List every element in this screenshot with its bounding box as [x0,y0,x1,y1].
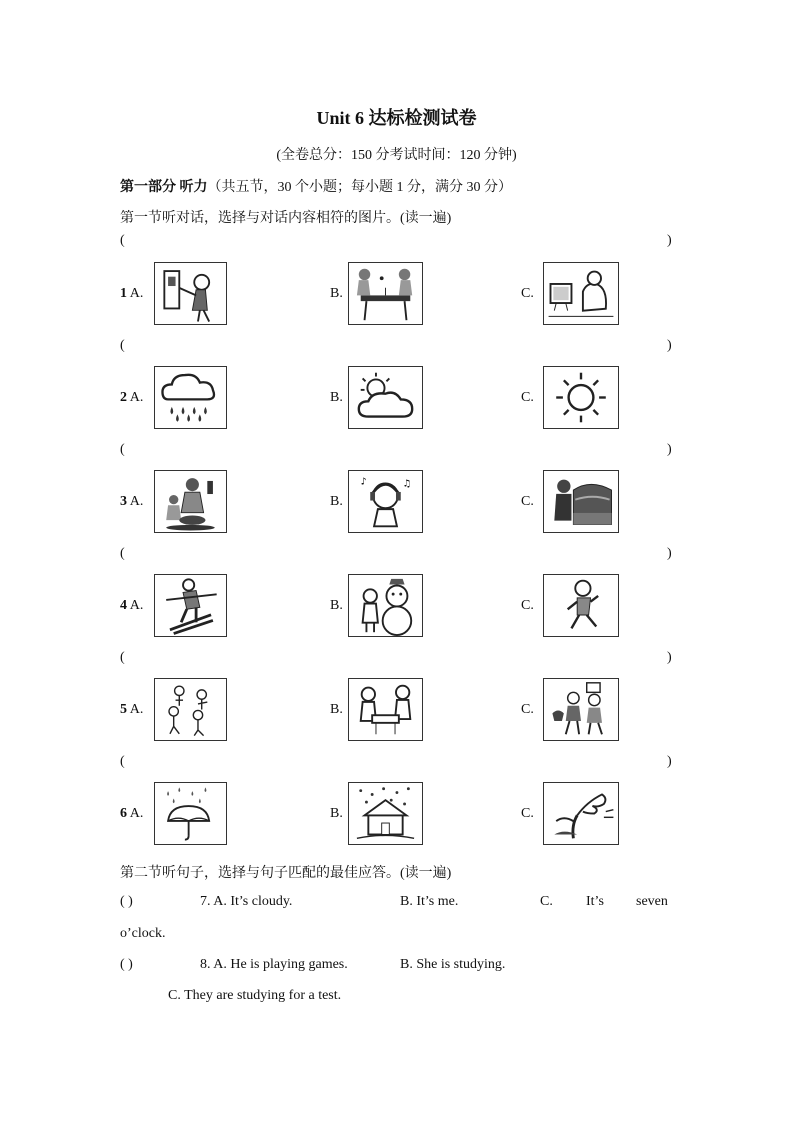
question-number: 3 [120,494,127,509]
windy-tree-icon [544,783,618,844]
sun-cloud-icon [349,367,422,428]
question-6-option-b-label: B. [330,806,343,821]
question-4-picture-a[interactable] [154,574,227,637]
answer-paren-open-6[interactable]: ( [120,754,125,769]
question-6-picture-a[interactable] [154,782,227,845]
answer-paren-close-1[interactable]: ) [667,233,672,248]
q8-option-a: 8. A. He is playing games. [200,957,348,972]
rain-cloud-icon [155,367,226,428]
svg-text:♪: ♪ [360,476,367,488]
question-1-option-b-label: B. [330,286,343,301]
question-number: 4 [120,598,127,613]
skiing-icon [155,575,226,636]
q7-option-a: 7. A. It’s cloudy. [200,894,293,909]
part1-heading-note: （共五节，30 个小题；每小题 1 分，满分 30 分） [207,180,512,195]
question-7 [120,894,675,914]
question-5-picture-a[interactable] [154,678,227,741]
question-3-picture-a[interactable] [154,470,227,533]
answer-paren-close-5[interactable]: ) [667,650,672,665]
question-number: 6 [120,806,127,821]
question-1-option-a-label: 1 A. [120,286,144,301]
person-phone-icon [155,263,226,324]
q8-option-b: B. She is studying. [400,957,506,972]
sun-icon [544,367,618,428]
question-2-picture-c[interactable] [543,366,619,429]
question-1-picture-b[interactable] [348,262,423,325]
question-4-option-c-label: C. [521,598,534,613]
part1-heading-line [120,176,512,196]
answer-paren-close-2[interactable]: ) [667,338,672,353]
section1-instruction: 第一节听对话，选择与对话内容相符的图片。(读一遍) [120,211,452,226]
person-bed-icon [544,471,618,532]
question-4-picture-c[interactable] [543,574,619,637]
question-number: 2 [120,390,127,405]
svg-text:♫: ♫ [402,478,412,490]
question-3-option-b-label: B. [330,494,343,509]
umbrella-rain-icon [155,783,226,844]
question-2-option-c-label: C. [521,390,534,405]
question-3-option-c-label: C. [521,494,534,509]
answer-paren-open-2[interactable]: ( [120,338,125,353]
ping-pong-icon [349,263,422,324]
question-3-picture-c[interactable] [543,470,619,533]
question-5-option-c-label: C. [521,702,534,717]
q8-option-c: C. They are studying for a test. [168,988,342,1003]
question-2-picture-b[interactable] [348,366,423,429]
question-5-option-b-label: B. [330,702,343,717]
question-3-option-a-label: 3 A. [120,494,144,509]
question-1-option-c-label: C. [521,286,534,301]
answer-paren-close-4[interactable]: ) [667,546,672,561]
q7-option-c-label: C. [540,894,553,909]
question-5-option-a-label: 5 A. [120,702,144,717]
question-4-option-a-label: 4 A. [120,598,144,613]
question-number: 5 [120,702,127,717]
kids-shopping-icon [544,679,618,740]
snowy-house-icon [349,783,422,844]
q7-continuation: o’clock. [120,926,166,941]
answer-paren-close-3[interactable]: ) [667,442,672,457]
question-1-picture-a[interactable] [154,262,227,325]
page-title: Unit 6 达标检测试卷 [316,108,477,128]
kids-table-icon [349,679,422,740]
question-5-picture-c[interactable] [543,678,619,741]
q7-option-c-word1: It’s [586,894,604,909]
answer-paren-7[interactable]: ( ) [120,894,133,909]
answer-paren-close-6[interactable]: ) [667,754,672,769]
children-playing-icon [155,679,226,740]
answer-paren-open-4[interactable]: ( [120,546,125,561]
question-1-picture-c[interactable] [543,262,619,325]
section2-instruction: 第二节听句子，选择与句子匹配的最佳应答。(读一遍) [120,866,452,881]
question-3-picture-b[interactable] [348,470,423,533]
answer-paren-open-5[interactable]: ( [120,650,125,665]
question-6-picture-b[interactable] [348,782,423,845]
question-4-picture-b[interactable] [348,574,423,637]
question-6-picture-c[interactable] [543,782,619,845]
family-cooking-icon [155,471,226,532]
question-2-option-b-label: B. [330,390,343,405]
running-boy-icon [544,575,618,636]
question-6-option-a-label: 6 A. [120,806,144,821]
question-8 [120,957,675,977]
question-2-option-a-label: 2 A. [120,390,144,405]
part1-heading: 第一部分 听力 [120,180,208,195]
watching-tv-icon [544,263,618,324]
question-4-option-b-label: B. [330,598,343,613]
answer-paren-8[interactable]: ( ) [120,957,133,972]
snowman-icon [349,575,422,636]
q7-option-b: B. It’s me. [400,894,459,909]
question-2-picture-a[interactable] [154,366,227,429]
question-number: 1 [120,286,127,301]
page-subtitle: (全卷总分：150 分考试时间：120 分钟) [276,148,517,163]
answer-paren-open-3[interactable]: ( [120,442,125,457]
question-6-option-c-label: C. [521,806,534,821]
girl-headphones-icon [349,471,422,532]
question-5-picture-b[interactable] [348,678,423,741]
answer-paren-open-1[interactable]: ( [120,233,125,248]
q7-option-c-word2: seven [636,894,668,909]
